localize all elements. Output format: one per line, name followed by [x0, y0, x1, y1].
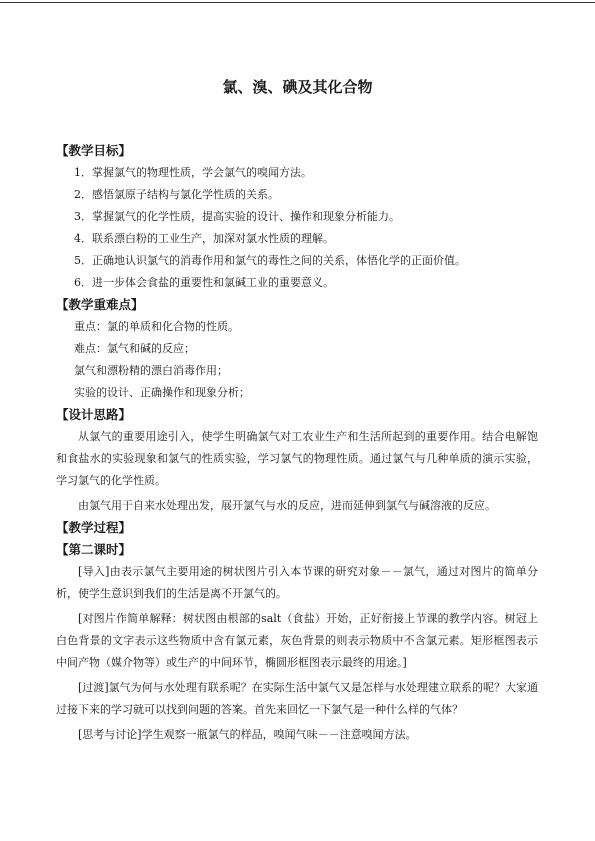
section-heading-second-lesson: 【第二课时】 — [56, 542, 132, 557]
document-title: 氯、溴、碘及其化合物 — [222, 78, 373, 96]
keypoint-line: 重点：氯的单质和化合物的性质。 — [74, 320, 239, 333]
section-heading-keypoints: 【教学重难点】 — [56, 297, 144, 312]
keypoint-line: 实验的设计、正确操作和现象分析； — [74, 386, 250, 399]
goal-item: 1．掌握氯气的物理性质，学会氯气的嗅闻方法。 — [74, 166, 312, 179]
goal-item: 5．正确地认识氯气的消毒作用和氯气的毒性之间的关系，体悟化学的正面价值。 — [74, 254, 466, 267]
document-body — [56, 140, 538, 746]
lesson-paragraph: [思考与讨论]学生观察一瓶氯气的样品，嗅闻气味－－注意嗅闻方法。 — [78, 728, 417, 741]
goal-item: 6．进一步体会食盐的重要性和氯碱工业的重要意义。 — [74, 276, 334, 289]
keypoint-line: 氯气和漂粉精的漂白消毒作用； — [74, 364, 228, 377]
keypoint-line: 难点：氯气和碱的反应； — [74, 342, 195, 355]
lesson-paragraph: [对图片作简单解释：树状图由根部的salt（食盐）开始，正好衔接上节课的教学内容。树冠上白色背景的文字表示这些物质中含有氯元素，灰色背景的则表示物质中不含氯元素。矩形框图表示中间产物（媒介物等）或生产的中间环节，椭圆形框图表示最终的用途。] — [56, 612, 538, 669]
lesson-paragraph: [导入]由表示氯气主要用途的树状图片引入本节课的研究对象－－氯气，通过对图片的简单分析，使学生意识到我们的生活是离不开氯气的。 — [56, 565, 538, 600]
section-heading-goals: 【教学目标】 — [56, 143, 132, 158]
header-rule — [0, 2, 595, 3]
design-paragraph: 从氯气的重要用途引入，使学生明确氯气对工农业生产和生活所起到的重要作用。结合电解饱和食盐水的实验现象和氯气的性质实验，学习氯气的物理性质。通过氯气与几种单质的演示实验，学习氯气的化学性质。 — [56, 430, 538, 487]
goal-item: 4．联系漂白粉的工业生产，加深对氯水性质的理解。 — [74, 232, 334, 245]
section-heading-process: 【教学过程】 — [56, 520, 132, 535]
goal-item: 2．感悟氯原子结构与氯化学性质的关系。 — [74, 188, 279, 201]
design-paragraph: 由氯气用于自来水处理出发，展开氯气与水的反应，进而延伸到氯气与碱溶液的反应。 — [78, 499, 496, 512]
goal-item: 3．掌握氯气的化学性质，提高实验的设计、操作和现象分析能力。 — [74, 210, 400, 223]
section-heading-design: 【设计思路】 — [56, 407, 132, 422]
lesson-paragraph: [过渡]氯气为何与水处理有联系呢？在实际生活中氯气又是怎样与水处理建立联系的呢？大家通过接下来的学习就可以找到问题的答案。首先来回忆一下氯气是一种什么样的气体？ — [56, 681, 538, 716]
